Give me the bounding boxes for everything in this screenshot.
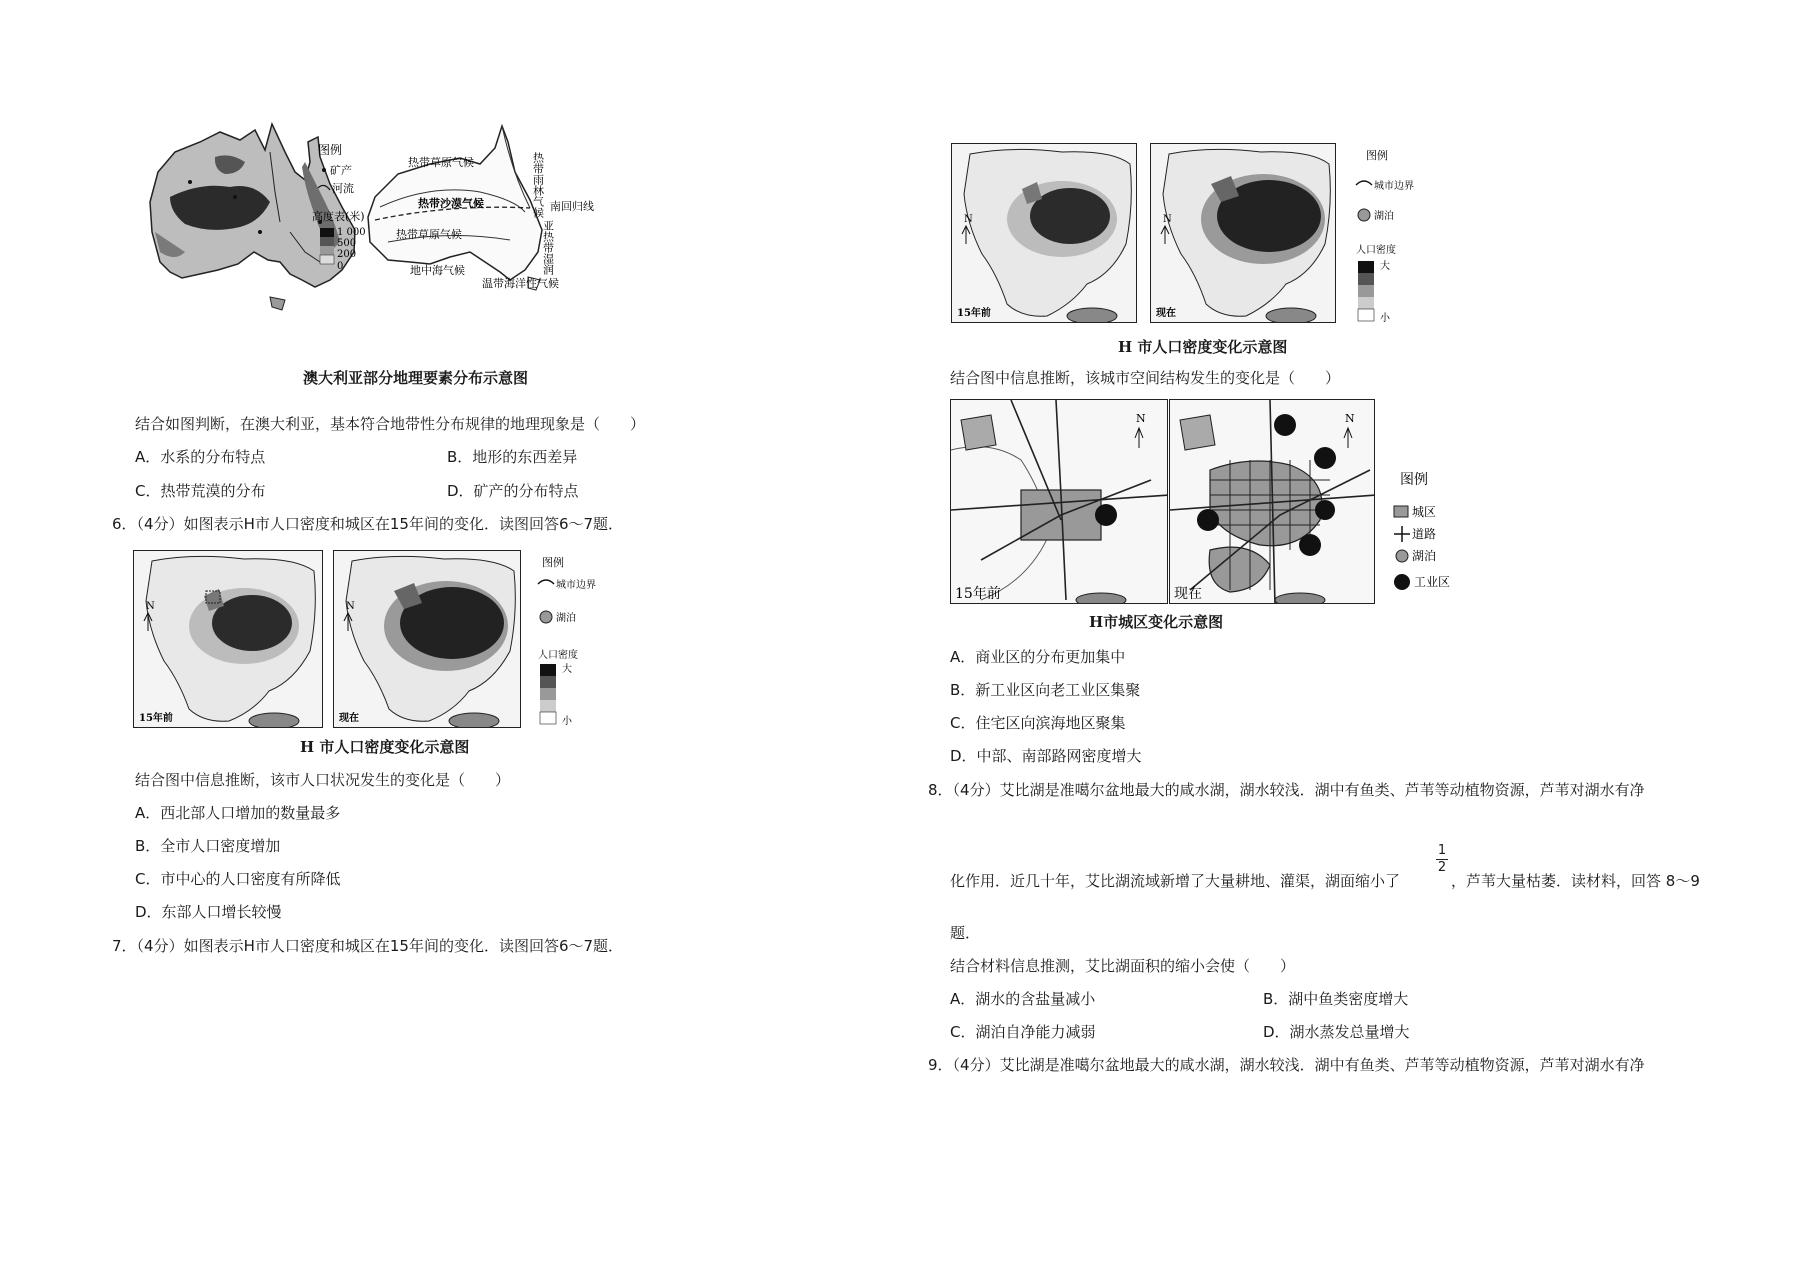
figure-caption: H 市人口密度变化示意图 <box>1118 338 1288 356</box>
svg-text:热带雨林气候: 热带雨林气候 <box>531 152 545 218</box>
option-d[interactable]: D．东部人口增长较慢 <box>135 903 282 921</box>
figure-caption: H市城区变化示意图 <box>1089 613 1224 631</box>
lake-icon <box>540 611 552 623</box>
option-c[interactable]: C．市中心的人口密度有所降低 <box>135 870 341 888</box>
svg-text:图例: 图例 <box>1366 149 1388 162</box>
urban-map-now <box>1169 399 1375 604</box>
north-arrow-icon: N <box>1345 412 1355 425</box>
climate-map <box>368 126 594 290</box>
question-stem: 结合如图判断，在澳大利亚，基本符合地带性分布规律的地理现象是（ ） <box>135 415 646 433</box>
svg-text:现在: 现在 <box>339 713 359 724</box>
svg-text:200: 200 <box>337 249 357 260</box>
north-arrow-icon: N <box>964 214 973 225</box>
question-intro: 9．（4分）艾比湖是准噶尔盆地最大的咸水湖，湖水较浅．湖中有鱼类、芦苇等动植物资源，芦苇对湖水有净 <box>928 1056 1645 1074</box>
svg-text:高度表(米): 高度表(米) <box>312 210 365 223</box>
density-map-before <box>133 550 323 728</box>
industry-icon <box>1394 574 1410 590</box>
svg-text:河流: 河流 <box>332 182 354 195</box>
urban-legend <box>1390 468 1470 598</box>
svg-text:小: 小 <box>562 716 572 727</box>
option-c[interactable]: C．湖泊自净能力减弱 <box>950 1023 1096 1041</box>
lake-icon <box>1358 209 1370 221</box>
svg-text:亚热带湿润: 亚热带湿润 <box>541 220 555 275</box>
svg-text:热带草原气候: 热带草原气候 <box>396 228 462 241</box>
svg-text:南回归线: 南回归线 <box>550 200 594 213</box>
question-intro: 6．（4分）如图表示H市人口密度和城区在15年间的变化．读图回答6～7题． <box>112 515 624 533</box>
question-stem: 结合材料信息推测，艾比湖面积的缩小会使（ ） <box>950 957 1296 975</box>
svg-text:1 000: 1 000 <box>337 227 366 238</box>
urban-area-icon <box>1394 506 1408 517</box>
option-b[interactable]: B．湖中鱼类密度增大 <box>1263 990 1409 1008</box>
svg-text:人口密度: 人口密度 <box>1356 245 1396 256</box>
lake-icon <box>1396 550 1408 562</box>
svg-text:0: 0 <box>337 261 344 272</box>
svg-text:现在: 现在 <box>1174 586 1202 602</box>
option-b[interactable]: B．地形的东西差异 <box>447 448 578 466</box>
urban-map-before <box>950 399 1168 604</box>
svg-text:人口密度: 人口密度 <box>538 650 578 661</box>
north-arrow-icon: N <box>146 601 155 612</box>
svg-text:城市边界: 城市边界 <box>556 580 596 591</box>
option-a[interactable]: A．湖水的含盐量减小 <box>950 990 1096 1008</box>
svg-text:城市边界: 城市边界 <box>1374 181 1414 192</box>
option-a[interactable]: A．西北部人口增加的数量最多 <box>135 804 341 822</box>
svg-text:热带草原气候: 热带草原气候 <box>408 156 474 169</box>
svg-text:地中海气候: 地中海气候 <box>410 264 465 277</box>
density-legend <box>1352 145 1432 327</box>
figure-caption: 澳大利亚部分地理要素分布示意图 <box>303 369 529 387</box>
question-intro-line3: 题． <box>950 924 981 942</box>
option-a[interactable]: A．水系的分布特点 <box>135 448 266 466</box>
svg-text:大: 大 <box>562 664 572 675</box>
road-icon <box>1394 526 1410 542</box>
svg-text:湖泊: 湖泊 <box>556 613 576 624</box>
fraction-one-half <box>1436 844 1448 875</box>
option-d[interactable]: D．矿产的分布特点 <box>447 482 579 500</box>
north-arrow-icon: N <box>1136 412 1146 425</box>
question-intro: 7．（4分）如图表示H市人口密度和城区在15年间的变化．读图回答6～7题． <box>112 937 624 955</box>
fraction-numerator: 1 <box>1437 843 1447 858</box>
option-d[interactable]: D．中部、南部路网密度增大 <box>950 747 1142 765</box>
figure-caption: H 市人口密度变化示意图 <box>300 738 470 756</box>
svg-text:大: 大 <box>1380 261 1390 272</box>
question-intro: 8．（4分）艾比湖是准噶尔盆地最大的咸水湖，湖水较浅．湖中有鱼类、芦苇等动植物资源，芦苇对湖水有净 <box>928 781 1645 799</box>
svg-text:500: 500 <box>337 238 357 249</box>
density-legend <box>536 552 616 732</box>
svg-text:温带海洋性气候: 温带海洋性气候 <box>482 277 559 290</box>
svg-text:湖泊: 湖泊 <box>1412 549 1437 563</box>
svg-text:小: 小 <box>1380 313 1390 324</box>
fraction-denominator: 2 <box>1437 860 1447 875</box>
svg-text:15年前: 15年前 <box>139 713 173 724</box>
option-c[interactable]: C．住宅区向滨海地区聚集 <box>950 714 1126 732</box>
option-b[interactable]: B．全市人口密度增加 <box>135 837 281 855</box>
svg-text:热带沙漠气候: 热带沙漠气候 <box>418 197 484 210</box>
svg-text:工业区: 工业区 <box>1414 575 1451 589</box>
density-map-now <box>333 550 521 728</box>
north-arrow-icon: N <box>1163 214 1172 225</box>
option-d[interactable]: D．湖水蒸发总量增大 <box>1263 1023 1410 1041</box>
city-boundary-icon <box>538 580 554 584</box>
svg-text:城区: 城区 <box>1412 505 1437 519</box>
legend-title: 图例 <box>318 143 343 157</box>
question-stem: 结合图中信息推断，该市人口状况发生的变化是（ ） <box>135 771 511 789</box>
svg-text:15年前: 15年前 <box>957 308 991 319</box>
australia-figure <box>130 112 670 362</box>
option-c[interactable]: C．热带荒漠的分布 <box>135 482 266 500</box>
svg-text:湖泊: 湖泊 <box>1374 211 1394 222</box>
svg-text:15年前: 15年前 <box>955 586 1001 602</box>
mineral-dot-icon <box>322 168 326 172</box>
svg-text:图例: 图例 <box>1400 472 1428 488</box>
north-arrow-icon: N <box>346 601 355 612</box>
option-a[interactable]: A．商业区的分布更加集中 <box>950 648 1126 666</box>
question-stem: 结合图中信息推断，该城市空间结构发生的变化是（ ） <box>950 369 1341 387</box>
svg-text:道路: 道路 <box>1412 527 1437 541</box>
question-intro-line2: 化作用．近几十年，艾比湖流域新增了大量耕地、灌渠，湖面缩小了 <box>950 872 1401 890</box>
question-intro-line2-end: ，芦苇大量枯萎．读材料，回答 8～9 <box>1451 872 1700 890</box>
svg-text:图例: 图例 <box>542 556 564 569</box>
svg-text:矿产: 矿产 <box>330 164 352 177</box>
city-boundary-icon <box>1356 181 1372 185</box>
density-map-now <box>1150 143 1336 323</box>
option-b[interactable]: B．新工业区向老工业区集聚 <box>950 681 1141 699</box>
svg-text:现在: 现在 <box>1156 308 1176 319</box>
density-map-before <box>951 143 1137 323</box>
